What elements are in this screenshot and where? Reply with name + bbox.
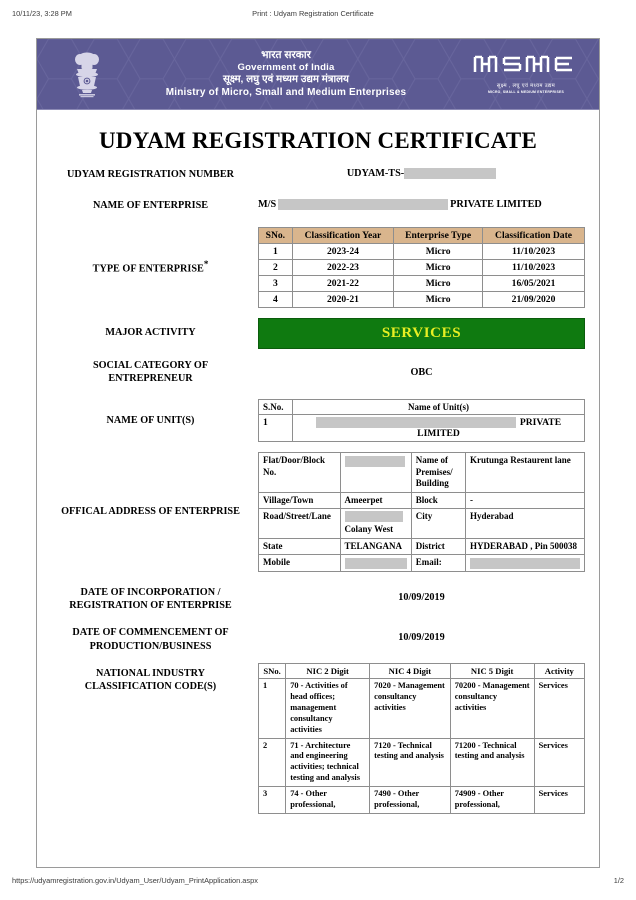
address-value-email [465,555,584,572]
cell-year: 2022-23 [292,259,393,275]
table-row [259,259,585,275]
cell-sno: 1 [259,678,286,738]
cell-date: 21/09/2020 [483,291,585,307]
address-value-mobile [340,555,411,572]
banner-english-line2: Ministry of Micro, Small and Medium Enterprises [165,86,407,98]
type-of-enterprise-block [37,227,599,308]
nic-col-sno: SNo. [259,663,286,678]
enterprise-name-label: NAME OF ENTERPRISE [92,200,209,212]
cell-date: 16/05/2021 [483,275,585,291]
unit-table-wrapper [258,399,585,442]
table-row [259,555,585,572]
registration-number-value [258,168,585,179]
msme-logo [467,54,585,95]
mobile-redaction [345,558,407,569]
table-row [259,453,585,493]
classification-col-year: Classification Year [292,227,393,243]
enterprise-name-value [258,199,585,210]
official-address-label: OFFICAL ADDRESS OF ENTERPRISE [61,506,240,518]
nic-table [258,663,585,814]
nic-codes-label-line1: NATIONAL INDUSTRY [96,667,205,679]
address-key-state: State [259,538,341,555]
table-row [259,538,585,555]
cell-type: Micro [394,291,483,307]
date-of-incorporation-label-line2: REGISTRATION OF ENTERPRISE [69,600,232,612]
page-title: UDYAM REGISTRATION CERTIFICATE [98,128,537,153]
classification-col-sno: SNo. [259,227,293,243]
cell-nic5: 71200 - Technical testing and analysis [450,738,534,787]
address-value-city: Hyderabad [465,509,584,539]
major-activity-banner: SERVICES [258,318,585,349]
print-page-number: 1/2 [613,876,624,885]
major-activity-block [37,318,599,349]
cell-year: 2023-24 [292,243,393,259]
table-row [259,291,585,307]
nic-table-wrapper [258,663,585,814]
cell-sno: 4 [259,291,293,307]
unit-col-sno: S.No. [259,400,293,415]
cell-activity: Services [534,738,584,787]
table-row [259,509,585,539]
table-row [259,415,585,442]
address-key-flat: Flat/Door/Block No. [259,453,341,493]
cell-sno: 2 [259,738,286,787]
cell-sno: 1 [259,243,293,259]
unit-name-redaction [316,417,516,428]
enterprise-name-prefix: M/S [258,199,277,211]
major-activity-value-wrapper [258,318,585,349]
major-activity-label: MAJOR ACTIVITY [105,327,196,339]
social-category-label-line1: SOCIAL CATEGORY OF [92,359,209,371]
table-row [259,492,585,509]
table-row [259,678,585,738]
nic-col-2digit: NIC 2 Digit [286,663,370,678]
unit-table-header-row [259,400,585,415]
unit-name-suffix: PRIVATE LIMITED [417,417,562,440]
date-of-commencement-label-line1: DATE OF COMMENCEMENT OF [72,627,229,639]
social-category-label-line2: ENTREPRENEUR [108,372,193,384]
cell-nic5: 70200 - Management consultancy activities [450,678,534,738]
date-of-commencement-row [37,626,599,653]
registration-number-redaction [404,168,496,179]
address-value-district: HYDERABAD , Pin 500038 [465,538,584,555]
nic-codes-label [43,663,258,814]
banner-hindi-line1: भारत सरकार [261,48,311,61]
cell-sno: 2 [259,259,293,275]
nic-codes-block [37,663,599,814]
cell-year: 2021-22 [292,275,393,291]
address-table-wrapper [258,452,585,572]
classification-col-date: Classification Date [483,227,585,243]
registration-number-label: UDYAM REGISTRATION NUMBER [67,169,234,180]
road-visible-text: Colany West [344,524,394,535]
date-of-commencement-value: 10/09/2019 [398,632,445,644]
cell-nic2: 71 - Architecture and engineering activities; technical testing and analysis [286,738,370,787]
address-value-block: - [465,492,584,509]
banner-hindi-line2: सूक्ष्म, लघु एवं मध्यम उद्यम मंत्रालय [223,73,349,85]
flat-no-redaction [345,456,405,467]
browser-print-header [0,9,636,18]
ashoka-lion-capital-emblem-icon [70,50,104,98]
cell-activity: Services [534,787,584,814]
cell-nic5: 74909 - Other professional, [450,787,534,814]
type-of-enterprise-label-text: TYPE OF ENTERPRISE [92,263,204,275]
footnote-asterisk: * [203,258,209,269]
banner-text-block [105,49,467,100]
classification-table [258,227,585,308]
table-row [259,275,585,291]
address-key-district: District [411,538,465,555]
date-of-commencement-label-line2: PRODUCTION/BUSINESS [89,640,212,652]
nic-table-header-row [259,663,585,678]
cell-date: 11/10/2023 [483,243,585,259]
nic-col-5digit: NIC 5 Digit [450,663,534,678]
address-value-state: TELANGANA [340,538,411,555]
date-of-incorporation-label [43,586,258,613]
nic-codes-label-line2: CLASSIFICATION CODE(S) [84,681,217,693]
enterprise-name-row [37,199,599,212]
cell-date: 11/10/2023 [483,259,585,275]
email-redaction [470,558,580,569]
cell-nic2: 74 - Other professional, [286,787,370,814]
unit-table [258,399,585,442]
government-banner [37,39,599,110]
table-row [259,738,585,787]
address-table [258,452,585,572]
msme-logo-english-tagline: MICRO, SMALL & MEDIUM ENTERPRISES [487,90,564,95]
browser-print-footer [0,876,636,885]
address-value-village: Ameerpet [340,492,411,509]
date-of-incorporation-value: 10/09/2019 [398,591,445,603]
table-row [259,787,585,814]
address-key-block: Block [411,492,465,509]
classification-table-header-row [259,227,585,243]
print-timestamp: 10/11/23, 3:28 PM [12,9,72,18]
social-category-block [37,359,599,386]
udyam-certificate [36,38,600,868]
cell-nic4: 7120 - Technical testing and analysis [370,738,451,787]
table-row [259,243,585,259]
cell-type: Micro [394,259,483,275]
official-address-block [37,452,599,572]
cell-unit-name [293,415,585,442]
unit-col-name: Name of Unit(s) [293,400,585,415]
cell-type: Micro [394,275,483,291]
address-value-flat [340,453,411,493]
msme-wordmark-icon [472,54,580,74]
cell-nic2: 70 - Activities of head offices; management consultancy activities [286,678,370,738]
address-key-mobile: Mobile [259,555,341,572]
nic-col-4digit: NIC 4 Digit [370,663,451,678]
classification-table-wrapper [258,227,585,308]
social-category-label [43,359,258,386]
name-of-units-block [37,399,599,442]
banner-english-line1: Government of India [237,61,335,73]
enterprise-name-redaction [278,199,448,210]
cell-year: 2020-21 [292,291,393,307]
cell-sno: 1 [259,415,293,442]
enterprise-name-suffix: PRIVATE LIMITED [450,199,542,211]
address-key-premises: Name of Premises/ Building [411,453,465,493]
cell-nic4: 7490 - Other professional, [370,787,451,814]
date-of-commencement-label [43,626,258,653]
address-value-premises: Krutunga Restaurent lane [465,453,584,493]
msme-logo-hindi-tagline: सूक्ष्म , लघु एवं मध्यम उद्यम [496,82,556,89]
road-redaction [345,511,403,522]
registration-number-row [37,168,599,181]
classification-col-type: Enterprise Type [394,227,483,243]
print-page-title: Print : Udyam Registration Certificate [252,9,374,18]
address-key-road: Road/Street/Lane [259,509,341,539]
nic-col-activity: Activity [534,663,584,678]
print-source-url: https://udyamregistration.gov.in/Udyam_User/Udyam_PrintApplication.aspx [12,876,258,885]
cell-activity: Services [534,678,584,738]
cell-sno: 3 [259,787,286,814]
address-key-village: Village/Town [259,492,341,509]
cell-sno: 3 [259,275,293,291]
social-category-value: OBC [410,366,433,378]
type-of-enterprise-label [43,259,258,276]
name-of-units-label: NAME OF UNIT(S) [106,415,195,427]
address-value-road [340,509,411,539]
registration-number-prefix: UDYAM-TS- [346,168,405,179]
date-of-incorporation-label-line1: DATE OF INCORPORATION / [80,586,221,598]
address-key-city: City [411,509,465,539]
date-of-incorporation-row [37,586,599,613]
cell-nic4: 7020 - Management consultancy activities [370,678,451,738]
cell-type: Micro [394,243,483,259]
address-key-email: Email: [411,555,465,572]
